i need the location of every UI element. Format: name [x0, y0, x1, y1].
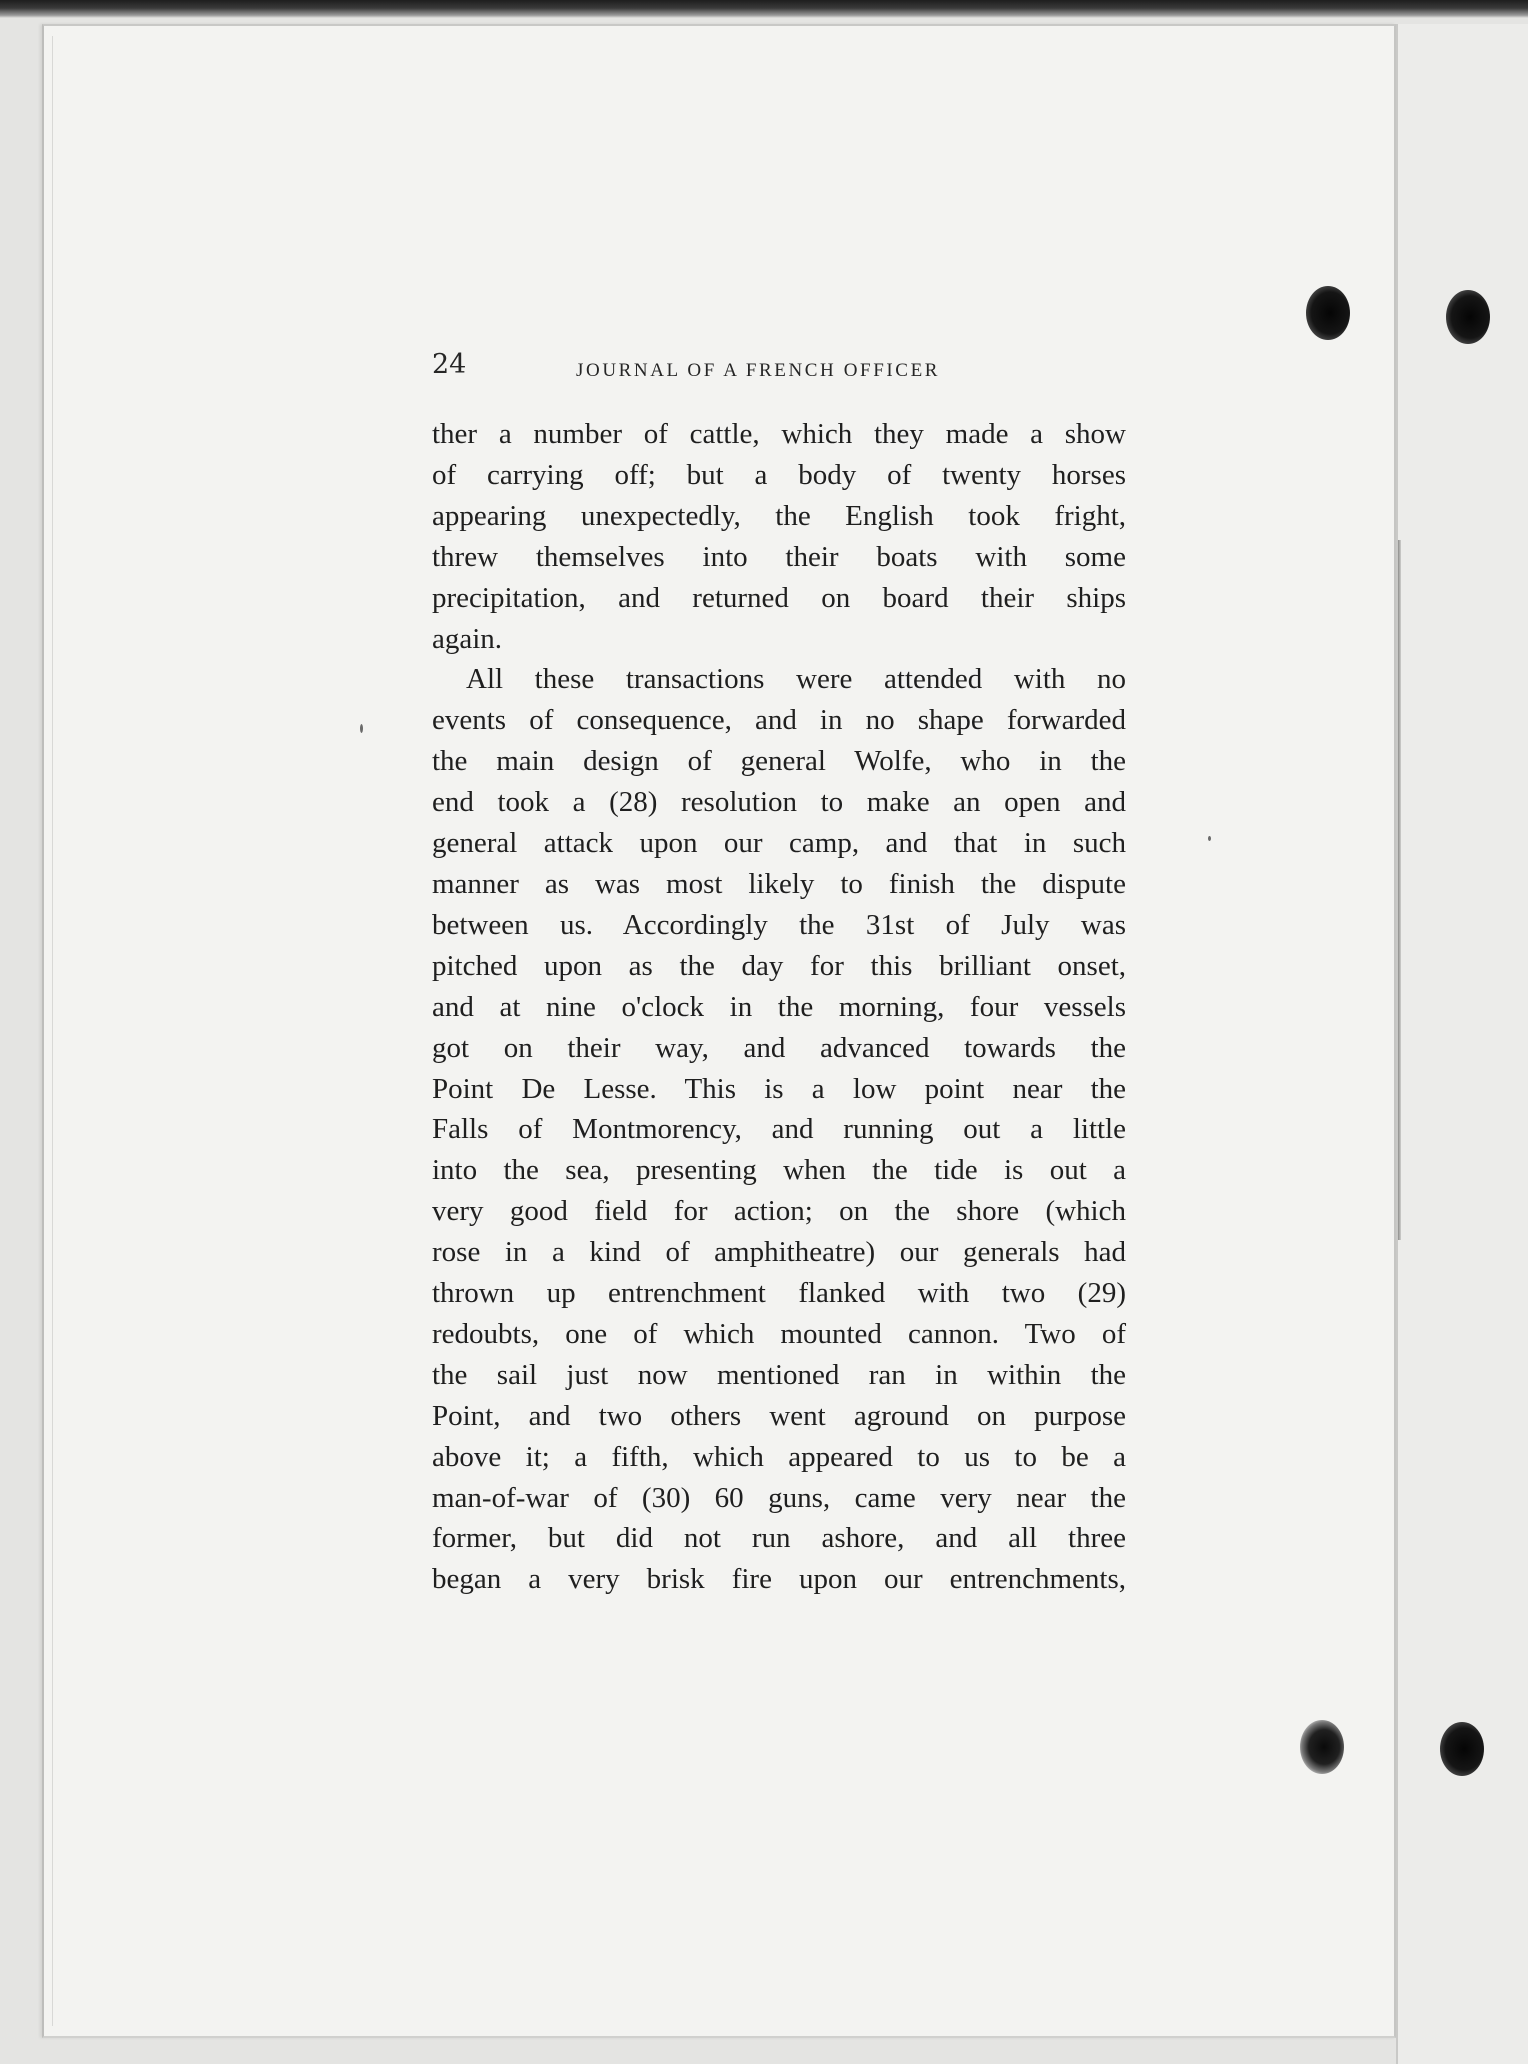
text-line: pitched upon as the day for this brilliant onset,	[432, 949, 1126, 982]
text-line: former, but did not run ashore, and all three	[432, 1522, 1126, 1555]
page-number: 24	[432, 349, 467, 380]
text-line: events of consequence, and in no shape forwarded	[432, 704, 1126, 737]
running-head	[432, 350, 1002, 386]
text-line: above it; a fifth, which appeared to us to be a	[432, 1440, 1126, 1473]
body-text	[432, 414, 1126, 1600]
punch-hole-icon	[1446, 290, 1490, 344]
text-line: appearing unexpectedly, the English took fright,	[432, 499, 1126, 532]
text-line: redoubts, one of which mounted cannon. Two of	[432, 1317, 1126, 1350]
text-line: into the sea, presenting when the tide is out a	[432, 1154, 1126, 1187]
text-line: Falls of Montmorency, and running out a little	[432, 1113, 1126, 1146]
running-title: JOURNAL OF A FRENCH OFFICER	[576, 360, 941, 381]
text-line: Point, and two others went aground on purpose	[432, 1399, 1126, 1432]
paper-speck	[1208, 836, 1211, 841]
text-line: manner as was most likely to finish the dispute	[432, 867, 1126, 900]
text-line: rose in a kind of amphitheatre) our generals had	[432, 1236, 1126, 1269]
text-line: very good field for action; on the shore (which	[432, 1195, 1126, 1228]
text-line: of carrying off; but a body of twenty horses	[432, 458, 1126, 491]
punch-hole-icon	[1300, 1720, 1344, 1774]
text-line: again.	[432, 622, 503, 655]
text-line: the sail just now mentioned ran in within the	[432, 1358, 1126, 1391]
scanner-top-shadow	[0, 0, 1528, 18]
text-line: precipitation, and returned on board their ships	[432, 581, 1126, 614]
text-line: thrown up entrenchment flanked with two (29)	[432, 1277, 1126, 1310]
text-line: All these transactions were attended with no	[466, 663, 1126, 696]
paper-speck	[360, 724, 363, 733]
text-line: end took a (28) resolution to make an open and	[432, 786, 1126, 819]
text-line: between us. Accordingly the 31st of July was	[432, 908, 1126, 941]
text-line: the main design of general Wolfe, who in the	[432, 745, 1126, 778]
text-line: general attack upon our camp, and that in such	[432, 827, 1126, 860]
text-line: began a very brisk fire upon our entrenchments,	[432, 1563, 1126, 1596]
punch-hole-icon	[1306, 286, 1350, 340]
text-line: got on their way, and advanced towards the	[432, 1031, 1126, 1064]
text-line: Point De Lesse. This is a low point near the	[432, 1072, 1126, 1105]
text-line: ther a number of cattle, which they made a show	[432, 418, 1126, 450]
binding-strip-edge	[1398, 540, 1401, 1240]
text-line: threw themselves into their boats with some	[432, 540, 1126, 573]
text-line: man-of-war of (30) 60 guns, came very near the	[432, 1481, 1126, 1514]
text-line: and at nine o'clock in the morning, four vessels	[432, 990, 1126, 1023]
punch-hole-icon	[1440, 1722, 1484, 1776]
